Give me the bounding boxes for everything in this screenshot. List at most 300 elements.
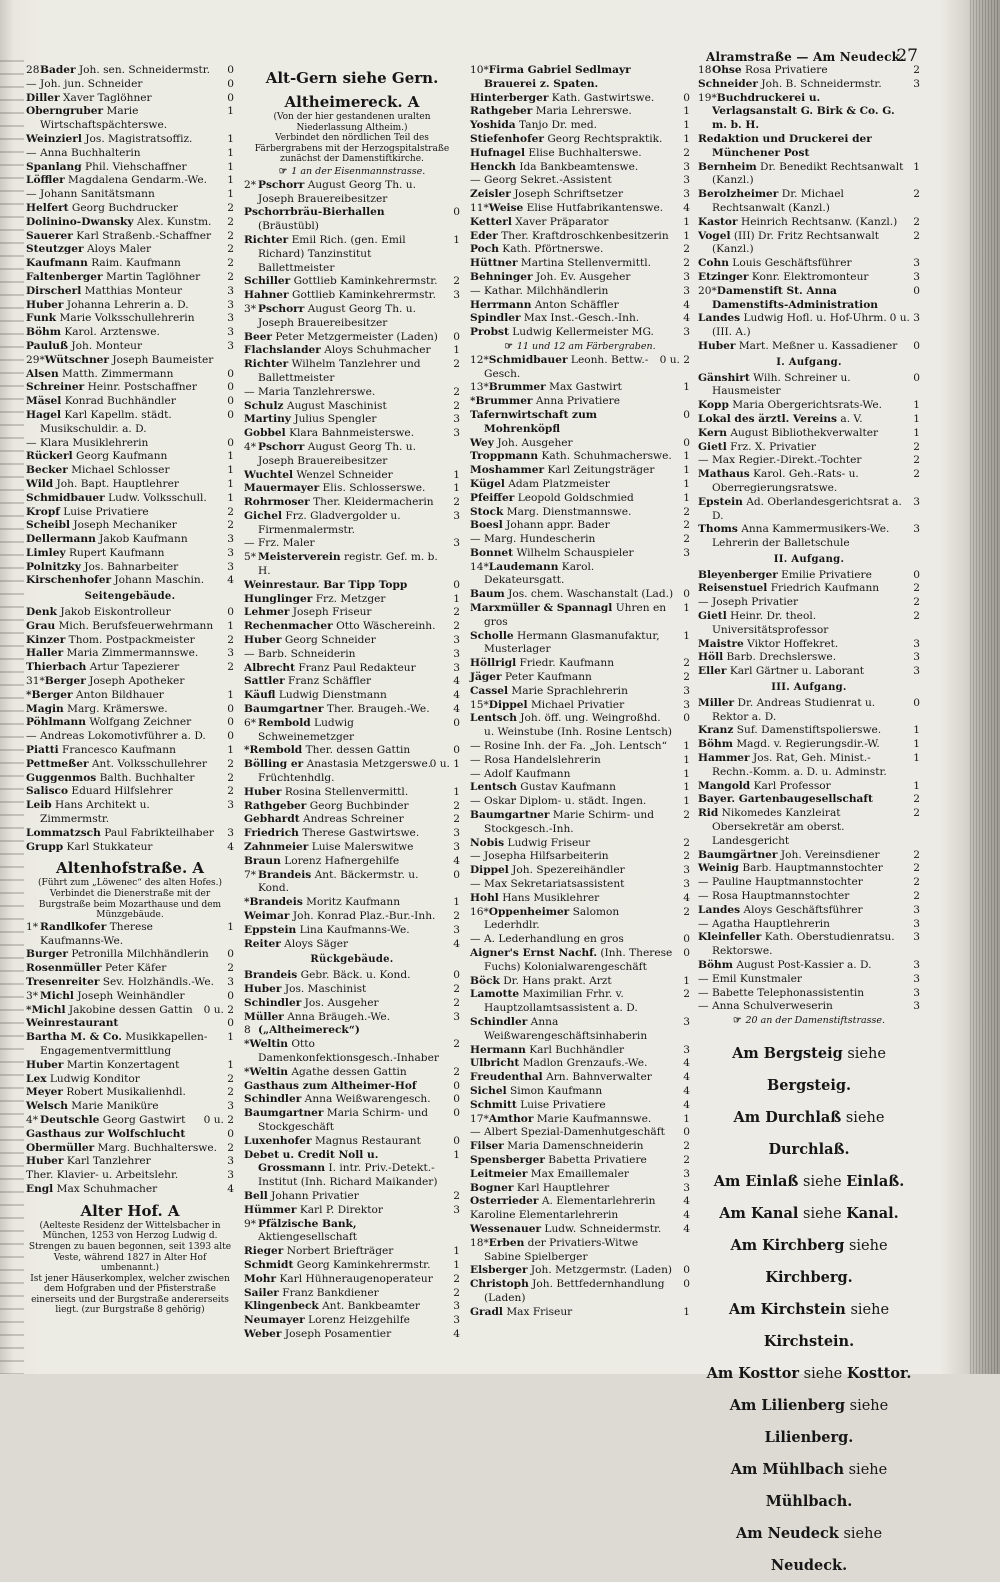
floor-number: 1	[683, 464, 690, 477]
directory-entry	[244, 289, 460, 303]
resident-details: Marie Maniküre	[71, 1100, 159, 1113]
floor-number: 3	[227, 799, 234, 812]
resident-name: Gradl	[470, 1305, 503, 1318]
resident-name: Rosenmüller	[26, 962, 102, 975]
directory-entry	[244, 593, 460, 607]
running-head: Alramstraße — Am Neudeck.	[706, 50, 905, 64]
directory-entry	[26, 962, 234, 976]
floor-number: 0	[227, 1017, 234, 1030]
directory-entry	[26, 78, 234, 92]
street-heading: Alter Hof. A	[80, 1201, 180, 1220]
resident-details: Joh. Ausgeher	[497, 436, 573, 449]
see-word: siehe	[848, 1461, 888, 1478]
resident-details: Dr. Benedikt Rechtsanwalt (Kanzl.)	[712, 160, 904, 187]
resident-details: — Babette Telephonassistentin	[698, 986, 865, 999]
directory-entry	[470, 492, 690, 506]
resident-name: Bölling er	[244, 758, 304, 771]
resident-details: Friedrich Kaufmann	[770, 582, 880, 595]
reference-street: Am Kirchstein	[728, 1300, 846, 1318]
resident-name: Cassel	[470, 684, 508, 697]
address-pointer	[244, 165, 460, 179]
resident-details: Gottlieb Kaminkehrermstr.	[291, 289, 436, 302]
floor-number: 2	[453, 1286, 460, 1299]
resident-details: Marie Kaufmannswe.	[536, 1112, 652, 1125]
resident-name: Debet u. Credit Noll u. Grossmann	[244, 1148, 379, 1175]
floor-number: 3	[227, 326, 234, 339]
resident-name: Wuchtel	[244, 468, 293, 481]
resident-details: A. Elementarlehrerin	[541, 1195, 656, 1208]
resident-name: Pettmeßer	[26, 757, 89, 770]
resident-name: Luxenhofer	[244, 1134, 312, 1147]
resident-name: Polnitzky	[26, 560, 81, 573]
resident-details: Karol. Dekateursgatt.	[484, 560, 595, 587]
resident-name: Funk	[26, 312, 57, 325]
column-1	[26, 64, 234, 1316]
street-heading: Alt-Gern siehe Gern.	[265, 69, 439, 87]
resident-name: Löffler	[26, 174, 65, 187]
address-pointer	[698, 1014, 920, 1028]
resident-details: Jos. Maschinist	[284, 982, 367, 995]
directory-entry	[26, 1169, 234, 1183]
directory-entry	[244, 496, 460, 510]
resident-details: Dr. Hans prakt. Arzt	[503, 974, 612, 987]
resident-details: Ther. Kraftdroschkenbesitzerin	[501, 229, 669, 242]
directory-entry	[26, 948, 234, 962]
directory-entry	[26, 533, 234, 547]
resident-name: Weinrestaurant	[26, 1017, 119, 1030]
resident-name: Huber	[698, 339, 736, 352]
resident-details: Lina Kaufmanns-We.	[299, 923, 410, 936]
resident-details: Anna Weißwarengesch.	[304, 1093, 431, 1106]
directory-entry	[470, 409, 690, 437]
resident-name: Brandeis	[258, 868, 312, 881]
floor-number: 1	[227, 744, 234, 757]
floor-number: 3	[453, 647, 460, 660]
resident-details: Suf. Damenstiftspolierswe.	[736, 724, 882, 737]
floor-number: 2	[227, 1086, 234, 1099]
floor-number: 2	[913, 848, 920, 861]
resident-details: Peter Metzgermeister (Laden)	[275, 330, 438, 343]
floor-number: 4	[683, 1057, 690, 1070]
resident-name: Rathgeber	[244, 799, 307, 812]
column-3	[470, 64, 690, 1320]
floor-number: 0	[453, 868, 460, 881]
directory-entry	[698, 780, 920, 794]
floor-number: 2	[683, 146, 690, 159]
directory-entry	[470, 243, 690, 257]
section-subheading: Rückgebäude.	[310, 954, 394, 966]
floor-number: 3	[453, 509, 460, 522]
resident-details: Therese Kaufmanns-We.	[40, 920, 153, 947]
resident-details: Wolfgang Zeichner	[89, 716, 192, 729]
resident-details: Karl Tanzlehrer	[66, 1155, 151, 1168]
directory-entry	[244, 1218, 460, 1246]
directory-entry	[698, 1000, 920, 1014]
resident-details: Heinrich Rechtsanw. (Kanzl.)	[740, 215, 898, 228]
resident-details: Karl Kapellm. städt. Musikschuldir. a. D.	[40, 408, 172, 435]
resident-name: Hümmer	[244, 1203, 297, 1216]
floor-number: 2	[683, 1153, 690, 1166]
resident-details: Jos. Ausgeher	[304, 996, 379, 1009]
reference-street: Am Lilienberg	[729, 1396, 846, 1414]
resident-details: Ludwig Hofl. u. Hof-Uhrm. (III. A.)	[712, 312, 887, 339]
floor-number: 4	[453, 854, 460, 867]
directory-entry	[698, 638, 920, 652]
floor-number: 4	[453, 675, 460, 688]
resident-details: August Bibliothekverwalter	[730, 426, 879, 439]
floor-number: 1	[913, 752, 920, 765]
resident-name: („Altheimereck“)	[258, 1024, 360, 1037]
street-note: (Von der hier gestandenen uralten Niederlassung Altheim.)	[273, 112, 431, 133]
resident-details: Jakobine dessen Gattin	[68, 1003, 193, 1016]
resident-name: Bader	[40, 64, 76, 76]
floor-number: 3	[913, 986, 920, 999]
pointing-hand-icon: ☞	[278, 165, 288, 177]
directory-entry	[470, 257, 690, 271]
directory-entry	[470, 795, 690, 809]
floor-number: 3	[453, 1203, 460, 1216]
floor-number: 1	[683, 105, 690, 118]
resident-details: Wilh. Schreiner u. Hausmeister	[712, 371, 851, 398]
house-number: 13*	[470, 381, 489, 394]
floor-number: 3	[683, 698, 690, 711]
resident-details: Elise Hutfabrikantenswe.	[526, 201, 664, 214]
address-pointer	[470, 340, 690, 354]
resident-name: Baumgartner	[244, 703, 324, 716]
directory-entry	[470, 326, 690, 340]
floor-number: 3	[683, 546, 690, 559]
floor-number: 0	[683, 1264, 690, 1277]
floor-number: 3	[913, 903, 920, 916]
floor-number: 3	[227, 339, 234, 352]
directory-entry	[470, 740, 690, 754]
directory-entry	[244, 275, 460, 289]
floor-number: 2	[913, 468, 920, 481]
resident-name: Weimar	[244, 910, 290, 922]
floor-number: 4	[683, 201, 690, 214]
resident-details: Balth. Buchhalter	[99, 771, 195, 784]
resident-details: — Georg Sekret.-Assistent	[470, 174, 612, 187]
floor-number: 2	[227, 215, 234, 228]
resident-name: Wütschner	[44, 353, 109, 366]
directory-entry	[698, 569, 920, 583]
resident-name: Eppstein	[244, 923, 297, 936]
resident-details: Joseph Mechaniker	[73, 519, 177, 532]
resident-details: Musikkapellen-Engagementvermittlung	[40, 1031, 208, 1057]
resident-details: Maria Lehrerswe.	[535, 105, 632, 118]
directory-entry	[698, 610, 920, 638]
resident-details: Babetta Privatiere	[548, 1153, 647, 1166]
resident-name: Pöhlmann	[26, 716, 86, 729]
resident-details: August Post-Kassier a. D.	[736, 959, 872, 971]
floor-number: 1	[227, 920, 234, 933]
floor-number: 0	[227, 91, 234, 104]
directory-entry	[244, 648, 460, 662]
directory-entry	[26, 1183, 234, 1197]
see-word: siehe	[847, 1045, 886, 1062]
resident-details: Simon Kaufmann	[509, 1084, 603, 1097]
resident-name: Thierbach	[26, 661, 87, 674]
floor-number: 0	[227, 730, 234, 743]
resident-name: Kopp	[698, 399, 729, 412]
resident-name: Cohn	[698, 257, 729, 270]
resident-name: Spindler	[470, 312, 521, 325]
resident-name: Burger	[26, 948, 68, 961]
resident-details: Ludwig Konditor	[49, 1072, 140, 1085]
resident-details: Dr. Andreas Studienrat u. Rektor a. D.	[712, 696, 876, 723]
floor-number: 1	[227, 450, 234, 463]
directory-entry	[244, 1300, 460, 1314]
resident-name: Schneider	[698, 77, 758, 90]
resident-details: a. V.	[840, 412, 863, 425]
resident-details: — Anna Schulverweserin	[698, 1000, 833, 1013]
resident-name: Landes	[698, 312, 741, 325]
cross-reference	[698, 1102, 920, 1166]
resident-details: Xaver Taglöhner	[62, 91, 152, 104]
directory-entry	[244, 1066, 460, 1080]
resident-details: Aktiengesellschaft	[258, 1231, 358, 1244]
resident-details: Gottlieb Kaminkehrermstr.	[293, 275, 438, 288]
directory-entry	[470, 1278, 690, 1306]
floor-number: 0	[227, 948, 234, 961]
resident-details: Anna Kammermusikers-We. Lehrerin der Balletschule	[712, 523, 890, 550]
cross-reference	[698, 1294, 920, 1358]
resident-details: Sev. Holzhändls.-We.	[102, 975, 214, 988]
resident-details: Joh. Konrad Plaz.-Bur.-Inh.	[292, 910, 436, 922]
floor-number: 2	[683, 533, 690, 546]
floor-number: 1	[913, 399, 920, 412]
floor-number: 0 u. 2	[203, 1003, 234, 1016]
directory-entry	[244, 427, 460, 441]
resident-name: Richter	[244, 358, 289, 371]
resident-details: I. intr. Priv.-Detekt.-Institut (Inh. Richard Maikander)	[258, 1162, 438, 1189]
resident-name: Bayer. Gartenbaugesellschaft	[698, 793, 873, 806]
resident-name: Berger	[44, 675, 86, 688]
directory-entry	[26, 744, 234, 758]
resident-name: Reisenstuel	[698, 582, 768, 595]
floor-number: 1	[683, 602, 690, 615]
floor-number: 3	[913, 495, 920, 508]
resident-name: Böhm	[26, 326, 61, 339]
directory-entry	[26, 921, 234, 949]
floor-number: 1	[683, 132, 690, 145]
resident-name: Marxmüller & Spannagl	[470, 602, 613, 615]
directory-entry	[470, 188, 690, 202]
floor-number: 1	[683, 381, 690, 394]
floor-number: 0 u. 3	[889, 312, 920, 325]
floor-number: 3	[227, 1169, 234, 1182]
resident-details: Klara Bahnmeisterswe.	[289, 427, 415, 440]
resident-details: — Joh. jun. Schneider	[26, 77, 143, 90]
directory-entry	[698, 257, 920, 271]
directory-entry	[698, 230, 920, 258]
floor-number: 3	[683, 188, 690, 201]
resident-details: Georg Buchdrucker	[71, 201, 178, 214]
resident-details: Julius Spengler	[294, 413, 377, 426]
directory-entry	[26, 450, 234, 464]
resident-details: (III) Dr. Fritz Rechtsanwalt (Kanzl.)	[712, 229, 880, 256]
floor-number: 1	[453, 233, 460, 246]
resident-name: Huber	[244, 982, 282, 995]
directory-entry	[244, 675, 460, 689]
directory-entry	[244, 303, 460, 331]
street-heading: Altenhofstraße. A	[55, 859, 205, 878]
column-2	[244, 64, 460, 1342]
directory-entry	[244, 662, 460, 676]
pointing-hand-icon: ☞	[732, 1015, 742, 1027]
directory-entry	[470, 837, 690, 851]
floor-number: 0	[683, 588, 690, 601]
resident-name: Grupp	[26, 840, 64, 853]
resident-details: Jos. Rat, Geh. Minist.-Rechn.-Komm. a. D. u. Adminstr.	[712, 752, 887, 778]
floor-number: 2	[683, 519, 690, 532]
house-number: 29*	[26, 353, 45, 366]
directory-entry	[470, 588, 690, 602]
directory-entry	[26, 990, 234, 1004]
floor-number: 1	[227, 688, 234, 701]
house-number: 15*	[470, 698, 489, 711]
directory-entry	[470, 64, 690, 92]
street-note: (Führt zum „Löwenec“ des alten Hofes.)	[37, 878, 223, 889]
resident-details: Andreas Schreiner	[303, 813, 404, 826]
resident-name: *Rembold	[244, 744, 303, 757]
floor-number: 0	[453, 969, 460, 982]
resident-name: Weinrestaur. Bar Tipp Topp	[244, 578, 408, 591]
resident-name: Zahnmeier	[244, 841, 309, 854]
directory-entry	[26, 675, 234, 689]
resident-name: Randlkofer	[40, 920, 107, 933]
resident-name: Dippel	[488, 698, 528, 711]
resident-details: Norbert Briefträger	[286, 1245, 394, 1258]
resident-details: Thom. Postpackmeister	[68, 633, 195, 646]
directory-entry	[26, 395, 234, 409]
directory-entry	[244, 1259, 460, 1273]
directory-entry	[244, 400, 460, 414]
directory-entry	[244, 1038, 460, 1066]
see-word: siehe	[845, 1109, 885, 1126]
floor-number: 2	[683, 657, 690, 670]
resident-name: Oberngruber	[26, 105, 104, 118]
resident-name: Schmidbauer	[488, 353, 568, 366]
resident-details: Georg Schneider	[284, 634, 376, 647]
directory-entry	[26, 64, 234, 78]
floor-number: 4	[683, 1209, 690, 1222]
directory-entry	[244, 579, 460, 593]
see-word: siehe	[803, 1205, 842, 1222]
resident-name: Beer	[244, 330, 273, 343]
floor-number: 0	[683, 1126, 690, 1139]
resident-name: Hammer	[698, 752, 750, 765]
resident-details: — Kathar. Milchhändlerin	[470, 284, 609, 297]
directory-entry	[244, 1273, 460, 1287]
floor-number: 2	[683, 505, 690, 518]
directory-entry	[26, 478, 234, 492]
resident-details: Uhren en gros	[484, 602, 667, 628]
floor-number: 2	[227, 519, 234, 532]
directory-entry	[470, 478, 690, 492]
directory-entry	[470, 395, 690, 409]
resident-name: Stock	[470, 505, 504, 518]
resident-name: Herrmann	[470, 298, 532, 311]
directory-entry	[470, 1209, 690, 1223]
directory-entry	[470, 1154, 690, 1168]
resident-name: Kaufmann	[26, 257, 88, 270]
resident-details: Georg Kaminkehrermstr.	[296, 1258, 431, 1271]
floor-number: 1	[227, 491, 234, 504]
floor-number: 0	[227, 395, 234, 408]
target-street: Kosttor.	[846, 1364, 912, 1382]
directory-entry	[470, 119, 690, 133]
floor-number: 0	[913, 568, 920, 581]
resident-details: Gustav Kaufmann	[520, 781, 616, 794]
resident-details: Emil Rich. (gen. Emil Richard) Tanzinstitut Ballettmeister	[258, 233, 406, 274]
directory-entry	[244, 606, 460, 620]
resident-details: Wenzel Schneider	[296, 468, 393, 481]
floor-number: 4	[453, 703, 460, 716]
floor-number: 0 u. 2	[659, 353, 690, 366]
floor-number: 0	[453, 744, 460, 757]
directory-entry	[26, 841, 234, 855]
reference-street: Am Kirchberg	[730, 1236, 845, 1254]
floor-number: 2	[453, 799, 460, 812]
resident-name: Bernheim	[698, 160, 757, 173]
floor-number: 2	[913, 440, 920, 453]
floor-number: 3	[453, 427, 460, 440]
resident-name: Salisco	[26, 785, 69, 798]
resident-name: Scholle	[470, 629, 514, 642]
resident-name: *Weltin	[244, 1038, 288, 1051]
directory-entry	[470, 1126, 690, 1140]
directory-entry	[470, 202, 690, 216]
directory-entry	[244, 841, 460, 855]
floor-number: 4	[227, 1182, 234, 1195]
resident-name: Schiller	[244, 275, 291, 288]
resident-details: Michael Privatier	[530, 698, 625, 711]
directory-entry	[470, 1237, 690, 1265]
floor-number: 2	[453, 1065, 460, 1078]
resident-details: — Pauline Hauptmannstochter	[698, 876, 863, 889]
floor-number: 4	[683, 312, 690, 325]
resident-details: Jakob Eiskontrolleur	[60, 606, 171, 619]
resident-name: Freudenthal	[470, 1071, 543, 1084]
resident-details: Otto Damenkonfektionsgesch.-Inhaber	[258, 1038, 439, 1064]
directory-entry	[470, 299, 690, 313]
directory-entry	[698, 496, 920, 524]
see-word: siehe	[803, 1173, 842, 1190]
floor-number: 3	[683, 1015, 690, 1028]
target-street: Einlaß.	[846, 1172, 905, 1190]
floor-number: 1	[453, 592, 460, 605]
directory-entry	[244, 386, 460, 400]
resident-name: Eder	[470, 229, 498, 242]
directory-entry	[244, 938, 460, 952]
resident-name: Braun	[244, 854, 281, 867]
resident-name: Limley	[26, 546, 66, 559]
resident-details: Ludw. Schneidermstr.	[544, 1222, 662, 1235]
floor-number: 2	[227, 243, 234, 256]
directory-entry	[470, 947, 690, 975]
floor-number: 1	[227, 146, 234, 159]
directory-entry	[244, 551, 460, 579]
resident-name: Lokal des ärztl. Vereins	[698, 412, 837, 425]
directory-entry	[244, 744, 460, 758]
resident-name: Kastor	[698, 215, 738, 228]
floor-number: 0	[227, 716, 234, 729]
resident-details: — Joseph Privatier	[698, 596, 799, 609]
floor-number: 1	[227, 1058, 234, 1071]
directory-entry	[26, 1142, 234, 1156]
resident-details: — Max Regier.-Direkt.-Tochter	[698, 454, 862, 467]
